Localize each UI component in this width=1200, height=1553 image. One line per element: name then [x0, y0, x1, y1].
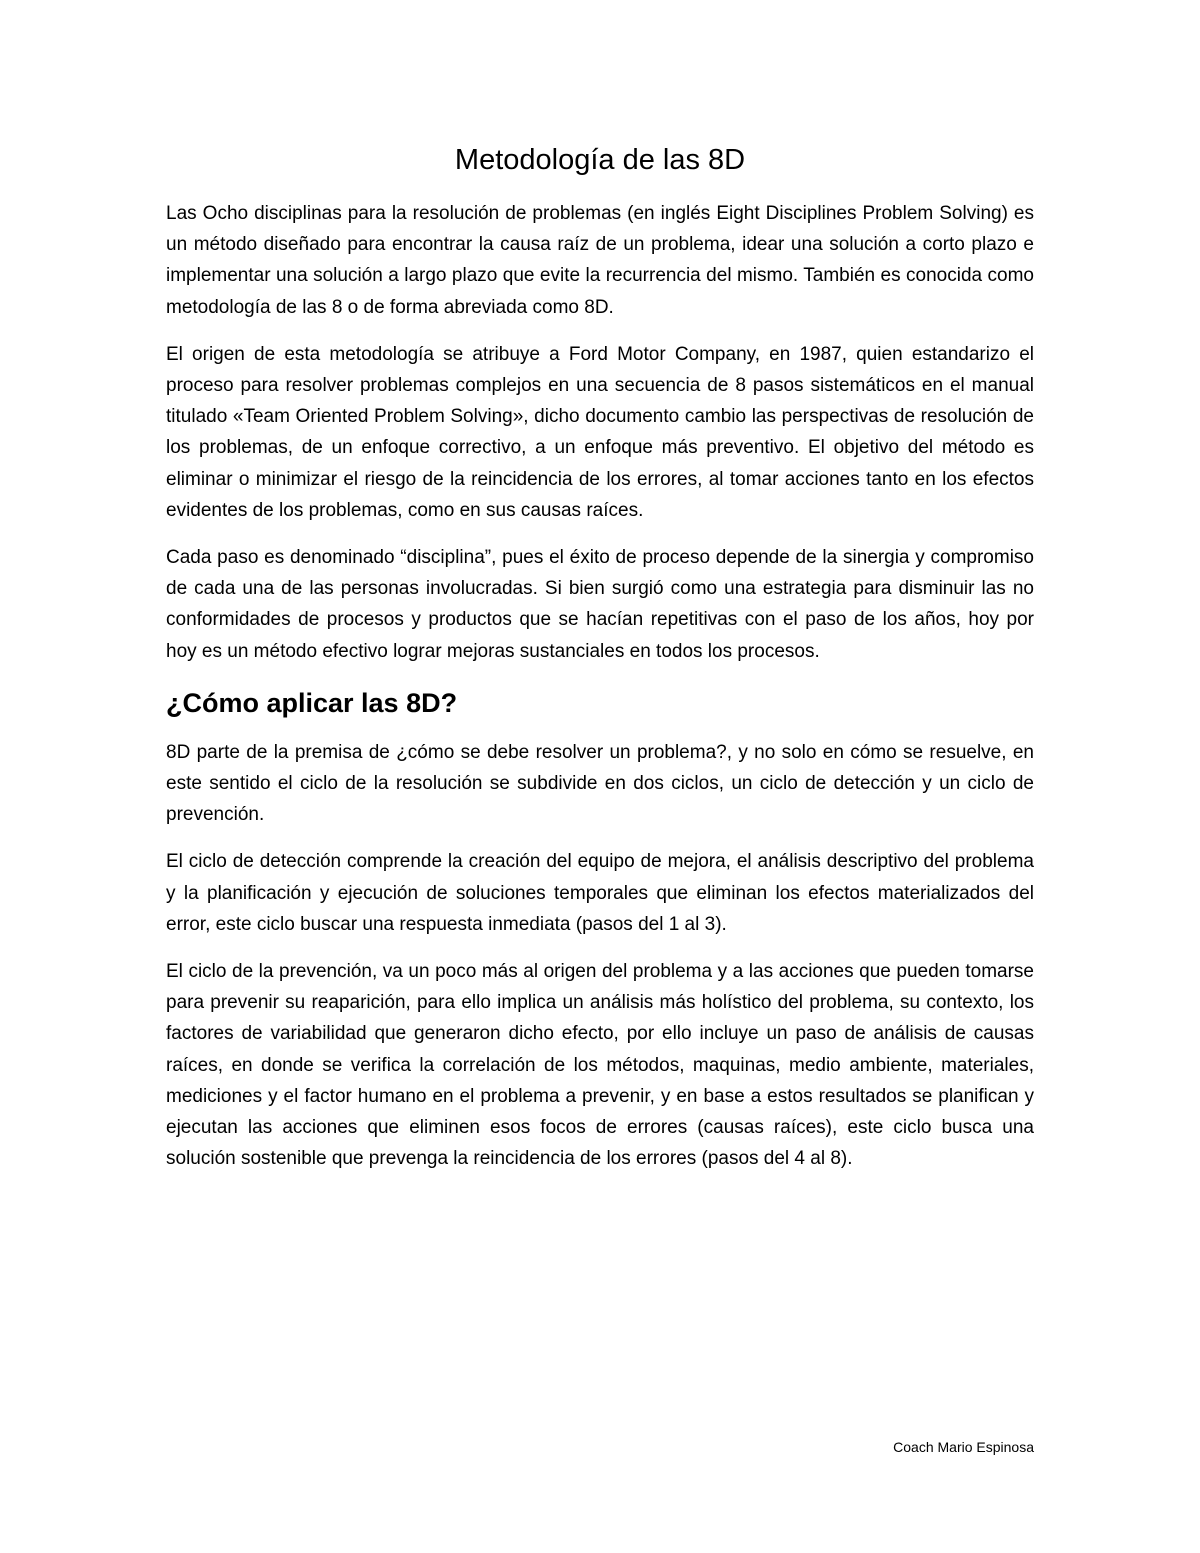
section-paragraph: El ciclo de la prevención, va un poco más al origen del problema y a las acciones que pueden tomarse para prevenir su reaparición, para ello implica un análisis más holístico del problema, su contexto, los factores de variabilidad que generaron dicho efecto, por ello incluye un paso de análisis de causas raíces, en donde se verifica la correlación de los métodos, maquinas, medio ambiente, materiales, mediciones y el factor humano en el problema a prevenir, y en base a estos resultados se planifican y ejecutan las acciones que eliminen esos focos de errores (causas raíces), este ciclo busca una solución sostenible que prevenga la reincidencia de los errores (pasos del 4 al 8).: [166, 961, 1034, 1170]
intro-paragraph: Cada paso es denominado “disciplina”, pues el éxito de proceso depende de la sinergia y compromiso de cada una de las personas involucradas. Si bien surgió como una estrategia para disminuir las no conformidades de procesos y productos que se hacían repetitivas con el paso de los años, hoy por hoy es un método efectivo lograr mejoras sustanciales en todos los procesos.: [166, 547, 1034, 662]
document-body: [166, 140, 1034, 1190]
page-title: Metodología de las 8D: [454, 144, 746, 176]
page-footer: Coach Mario Espinosa: [893, 1439, 1034, 1455]
intro-paragraph: El origen de esta metodología se atribuye a Ford Motor Company, en 1987, quien estandarizo el proceso para resolver problemas complejos en una secuencia de 8 pasos sistemáticos en el manual titulado «Team Oriented Problem Solving», dicho documento cambio las perspectivas de resolución de los problemas, de un enfoque correctivo, a un enfoque más preventivo. El objetivo del método es eliminar o minimizar el riesgo de la reincidencia de los errores, al tomar acciones tanto en los efectos evidentes de los problemas, como en sus causas raíces.: [166, 343, 1034, 521]
section-paragraph: El ciclo de detección comprende la creación del equipo de mejora, el análisis descriptivo del problema y la planificación y ejecución de soluciones temporales que eliminan los efectos materializados del error, este ciclo buscar una respuesta inmediata (pasos del 1 al 3).: [166, 851, 1034, 935]
section-paragraph: 8D parte de la premisa de ¿cómo se debe resolver un problema?, y no solo en cómo se resuelve, en este sentido el ciclo de la resolución se subdivide en dos ciclos, un ciclo de detección y un ciclo de prevención.: [166, 741, 1034, 826]
intro-paragraph: Las Ocho disciplinas para la resolución de problemas (en inglés Eight Disciplines Problem Solving) es un método diseñado para encontrar la causa raíz de un problema, idear una solución a corto plazo e implementar una solución a largo plazo que evite la recurrencia del mismo. También es conocida como metodología de las 8 o de forma abreviada como 8D.: [166, 203, 1034, 318]
section-heading: ¿Cómo aplicar las 8D?: [166, 687, 458, 718]
